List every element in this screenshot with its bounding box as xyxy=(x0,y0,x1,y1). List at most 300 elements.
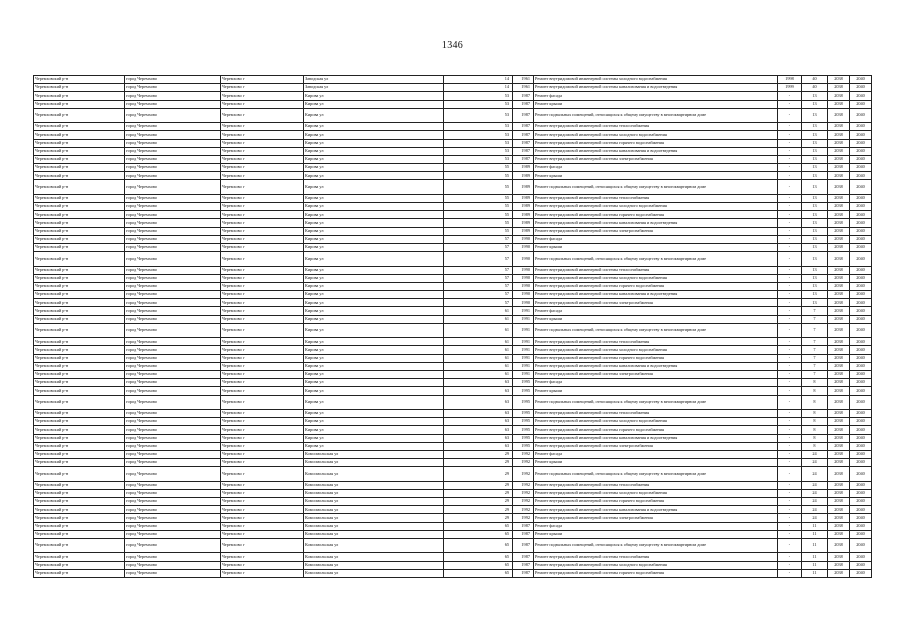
street-cell: Кирова ул xyxy=(304,315,444,323)
house-number-cell: 53 xyxy=(444,92,513,100)
plan-end-cell: 2040 xyxy=(850,338,872,346)
plan-end-cell: 2040 xyxy=(850,274,872,282)
plan-end-cell: 2040 xyxy=(850,481,872,489)
wear-percent-cell: 13 xyxy=(802,282,828,290)
work-type-cell: Ремонт внутридомовой инженерной системы теплоснабжения xyxy=(534,194,778,202)
last-repair-year-cell: - xyxy=(778,409,802,417)
municipality-cell: город Черемхово xyxy=(125,203,221,211)
plan-end-cell: 2040 xyxy=(850,219,872,227)
last-repair-year-cell: - xyxy=(778,123,802,131)
wear-percent-cell: 11 xyxy=(802,538,828,552)
street-cell: Кирова ул xyxy=(304,387,444,395)
municipality-cell: город Черемхово xyxy=(125,84,221,92)
house-number-cell: 61 xyxy=(444,371,513,379)
plan-start-cell: 2038 xyxy=(828,235,850,243)
locality-cell: Черемхово г xyxy=(221,561,304,569)
plan-start-cell: 2038 xyxy=(828,211,850,219)
wear-percent-cell: 13 xyxy=(802,172,828,180)
municipality-cell: город Черемхово xyxy=(125,442,221,450)
municipality-cell: город Черемхово xyxy=(125,338,221,346)
plan-start-cell: 2038 xyxy=(828,354,850,362)
build-year-cell: 1990 xyxy=(513,266,534,274)
municipality-cell: город Черемхово xyxy=(125,409,221,417)
locality-cell: Черемхово г xyxy=(221,252,304,266)
plan-start-cell: 2038 xyxy=(828,346,850,354)
last-repair-year-cell: - xyxy=(778,100,802,108)
last-repair-year-cell: - xyxy=(778,164,802,172)
street-cell: Комсомольская ул xyxy=(304,538,444,552)
build-year-cell: 1991 xyxy=(513,338,534,346)
street-cell: Комсомольская ул xyxy=(304,450,444,458)
build-year-cell: 1992 xyxy=(513,498,534,506)
street-cell: Кирова ул xyxy=(304,252,444,266)
house-number-cell: 29 xyxy=(444,467,513,481)
plan-start-cell: 2038 xyxy=(828,155,850,163)
last-repair-year-cell: - xyxy=(778,489,802,497)
district-cell: Черемховский р-н xyxy=(34,538,125,552)
work-type-cell: Ремонт внутридомовой инженерной системы электроснабжения xyxy=(534,227,778,235)
district-cell: Черемховский р-н xyxy=(34,569,125,577)
work-type-cell: Ремонт внутридомовой инженерной системы электроснабжения xyxy=(534,155,778,163)
last-repair-year-cell: - xyxy=(778,459,802,467)
wear-percent-cell: 8 xyxy=(802,418,828,426)
build-year-cell: 1995 xyxy=(513,426,534,434)
plan-start-cell: 2038 xyxy=(828,426,850,434)
wear-percent-cell: 7 xyxy=(802,323,828,337)
district-cell: Черемховский р-н xyxy=(34,553,125,561)
street-cell: Кирова ул xyxy=(304,299,444,307)
last-repair-year-cell: - xyxy=(778,387,802,395)
work-type-cell: Ремонт внутридомовой инженерной системы канализования и водоотведения xyxy=(534,291,778,299)
district-cell: Черемховский р-н xyxy=(34,354,125,362)
work-type-cell: Ремонт подвальных помещений, относящихся к общему имуществу в многоквартирном доме xyxy=(534,538,778,552)
house-number-cell: 57 xyxy=(444,282,513,290)
build-year-cell: 1995 xyxy=(513,434,534,442)
district-cell: Черемховский р-н xyxy=(34,139,125,147)
build-year-cell: 1987 xyxy=(513,139,534,147)
last-repair-year-cell: - xyxy=(778,553,802,561)
street-cell: Кирова ул xyxy=(304,211,444,219)
plan-start-cell: 2038 xyxy=(828,76,850,84)
house-number-cell: 65 xyxy=(444,561,513,569)
table-row xyxy=(34,569,872,577)
locality-cell: Черемхово г xyxy=(221,100,304,108)
build-year-cell: 1989 xyxy=(513,172,534,180)
plan-start-cell: 2038 xyxy=(828,100,850,108)
last-repair-year-cell: - xyxy=(778,92,802,100)
table-row xyxy=(34,108,872,122)
house-number-cell: 57 xyxy=(444,266,513,274)
street-cell: Кирова ул xyxy=(304,235,444,243)
plan-start-cell: 2038 xyxy=(828,434,850,442)
district-cell: Черемховский р-н xyxy=(34,172,125,180)
last-repair-year-cell: - xyxy=(778,395,802,409)
table-row xyxy=(34,243,872,251)
work-type-cell: Ремонт внутридомовой инженерной системы холодного водоснабжения xyxy=(534,76,778,84)
build-year-cell: 1991 xyxy=(513,307,534,315)
last-repair-year-cell: - xyxy=(778,481,802,489)
build-year-cell: 1995 xyxy=(513,379,534,387)
last-repair-year-cell: - xyxy=(778,323,802,337)
build-year-cell: 1991 xyxy=(513,371,534,379)
district-cell: Черемховский р-н xyxy=(34,387,125,395)
last-repair-year-cell: - xyxy=(778,506,802,514)
work-type-cell: Ремонт фасада xyxy=(534,450,778,458)
house-number-cell: 29 xyxy=(444,498,513,506)
build-year-cell: 1992 xyxy=(513,514,534,522)
table-row xyxy=(34,139,872,147)
district-cell: Черемховский р-н xyxy=(34,498,125,506)
plan-start-cell: 2038 xyxy=(828,395,850,409)
last-repair-year-cell: - xyxy=(778,219,802,227)
locality-cell: Черемхово г xyxy=(221,489,304,497)
district-cell: Черемховский р-н xyxy=(34,561,125,569)
street-cell: Кирова ул xyxy=(304,108,444,122)
locality-cell: Черемхово г xyxy=(221,538,304,552)
table-row xyxy=(34,561,872,569)
last-repair-year-cell: - xyxy=(778,235,802,243)
municipality-cell: город Черемхово xyxy=(125,323,221,337)
district-cell: Черемховский р-н xyxy=(34,282,125,290)
locality-cell: Черемхово г xyxy=(221,307,304,315)
house-number-cell: 65 xyxy=(444,569,513,577)
work-type-cell: Ремонт внутридомовой инженерной системы электроснабжения xyxy=(534,514,778,522)
wear-percent-cell: 8 xyxy=(802,409,828,417)
build-year-cell: 1989 xyxy=(513,203,534,211)
locality-cell: Черемхово г xyxy=(221,426,304,434)
last-repair-year-cell: - xyxy=(778,274,802,282)
plan-end-cell: 2040 xyxy=(850,235,872,243)
street-cell: Кирова ул xyxy=(304,282,444,290)
work-type-cell: Ремонт внутридомовой инженерной системы теплоснабжения xyxy=(534,266,778,274)
plan-start-cell: 2038 xyxy=(828,299,850,307)
wear-percent-cell: 13 xyxy=(802,139,828,147)
table-row xyxy=(34,131,872,139)
plan-end-cell: 2040 xyxy=(850,92,872,100)
municipality-cell: город Черемхово xyxy=(125,307,221,315)
wear-percent-cell: 24 xyxy=(802,459,828,467)
build-year-cell: 1987 xyxy=(513,522,534,530)
wear-percent-cell: 13 xyxy=(802,155,828,163)
work-type-cell: Ремонт внутридомовой инженерной системы холодного водоснабжения xyxy=(534,203,778,211)
plan-start-cell: 2038 xyxy=(828,506,850,514)
municipality-cell: город Черемхово xyxy=(125,172,221,180)
house-number-cell: 63 xyxy=(444,418,513,426)
street-cell: Кирова ул xyxy=(304,395,444,409)
locality-cell: Черемхово г xyxy=(221,123,304,131)
street-cell: Кирова ул xyxy=(304,123,444,131)
municipality-cell: город Черемхово xyxy=(125,315,221,323)
municipality-cell: город Черемхово xyxy=(125,362,221,370)
locality-cell: Черемхово г xyxy=(221,514,304,522)
table-row xyxy=(34,346,872,354)
plan-end-cell: 2040 xyxy=(850,323,872,337)
work-type-cell: Ремонт крыши xyxy=(534,315,778,323)
street-cell: Комсомольская ул xyxy=(304,467,444,481)
municipality-cell: город Черемхово xyxy=(125,553,221,561)
table-row xyxy=(34,219,872,227)
plan-start-cell: 2038 xyxy=(828,467,850,481)
plan-end-cell: 2040 xyxy=(850,522,872,530)
house-number-cell: 29 xyxy=(444,514,513,522)
wear-percent-cell: 13 xyxy=(802,131,828,139)
municipality-cell: город Черемхово xyxy=(125,506,221,514)
municipality-cell: город Черемхово xyxy=(125,235,221,243)
locality-cell: Черемхово г xyxy=(221,459,304,467)
last-repair-year-cell: - xyxy=(778,194,802,202)
work-type-cell: Ремонт подвальных помещений, относящихся к общему имуществу в многоквартирном доме xyxy=(534,323,778,337)
district-cell: Черемховский р-н xyxy=(34,346,125,354)
municipality-cell: город Черемхово xyxy=(125,450,221,458)
municipality-cell: город Черемхово xyxy=(125,522,221,530)
plan-start-cell: 2038 xyxy=(828,180,850,194)
locality-cell: Черемхово г xyxy=(221,219,304,227)
last-repair-year-cell: - xyxy=(778,131,802,139)
district-cell: Черемховский р-н xyxy=(34,194,125,202)
house-number-cell: 57 xyxy=(444,291,513,299)
house-number-cell: 29 xyxy=(444,481,513,489)
build-year-cell: 1989 xyxy=(513,227,534,235)
municipality-cell: город Черемхово xyxy=(125,498,221,506)
work-type-cell: Ремонт крыши xyxy=(534,243,778,251)
last-repair-year-cell: 1998 xyxy=(778,76,802,84)
locality-cell: Черемхово г xyxy=(221,395,304,409)
work-type-cell: Ремонт внутридомовой инженерной системы горячего водоснабжения xyxy=(534,426,778,434)
district-cell: Черемховский р-н xyxy=(34,180,125,194)
work-type-cell: Ремонт внутридомовой инженерной системы горячего водоснабжения xyxy=(534,139,778,147)
plan-start-cell: 2038 xyxy=(828,569,850,577)
wear-percent-cell: 8 xyxy=(802,395,828,409)
build-year-cell: 1989 xyxy=(513,164,534,172)
municipality-cell: город Черемхово xyxy=(125,274,221,282)
district-cell: Черемховский р-н xyxy=(34,84,125,92)
locality-cell: Черемхово г xyxy=(221,211,304,219)
table-row xyxy=(34,274,872,282)
build-year-cell: 1987 xyxy=(513,155,534,163)
table-row xyxy=(34,522,872,530)
street-cell: Комсомольская ул xyxy=(304,522,444,530)
plan-start-cell: 2038 xyxy=(828,514,850,522)
house-number-cell: 29 xyxy=(444,506,513,514)
table-row xyxy=(34,123,872,131)
table-row xyxy=(34,155,872,163)
work-type-cell: Ремонт фасада xyxy=(534,92,778,100)
plan-end-cell: 2040 xyxy=(850,506,872,514)
build-year-cell: 1990 xyxy=(513,274,534,282)
street-cell: Кирова ул xyxy=(304,291,444,299)
work-type-cell: Ремонт подвальных помещений, относящихся к общему имуществу в многоквартирном доме xyxy=(534,395,778,409)
last-repair-year-cell: - xyxy=(778,522,802,530)
plan-end-cell: 2040 xyxy=(850,409,872,417)
wear-percent-cell: 13 xyxy=(802,227,828,235)
house-number-cell: 61 xyxy=(444,346,513,354)
build-year-cell: 1992 xyxy=(513,450,534,458)
house-number-cell: 14 xyxy=(444,76,513,84)
plan-start-cell: 2038 xyxy=(828,282,850,290)
municipality-cell: город Черемхово xyxy=(125,434,221,442)
street-cell: Кирова ул xyxy=(304,203,444,211)
district-cell: Черемховский р-н xyxy=(34,379,125,387)
municipality-cell: город Черемхово xyxy=(125,530,221,538)
work-type-cell: Ремонт внутридомовой инженерной системы горячего водоснабжения xyxy=(534,282,778,290)
table-row xyxy=(34,467,872,481)
district-cell: Черемховский р-н xyxy=(34,274,125,282)
locality-cell: Черемхово г xyxy=(221,467,304,481)
table-body xyxy=(34,76,872,578)
table-row xyxy=(34,76,872,84)
build-year-cell: 1991 xyxy=(513,323,534,337)
last-repair-year-cell: - xyxy=(778,203,802,211)
municipality-cell: город Черемхово xyxy=(125,147,221,155)
plan-end-cell: 2040 xyxy=(850,530,872,538)
district-cell: Черемховский р-н xyxy=(34,155,125,163)
house-number-cell: 53 xyxy=(444,131,513,139)
plan-start-cell: 2038 xyxy=(828,203,850,211)
plan-start-cell: 2038 xyxy=(828,323,850,337)
municipality-cell: город Черемхово xyxy=(125,371,221,379)
build-year-cell: 1990 xyxy=(513,235,534,243)
district-cell: Черемховский р-н xyxy=(34,450,125,458)
plan-end-cell: 2040 xyxy=(850,467,872,481)
build-year-cell: 1991 xyxy=(513,346,534,354)
municipality-cell: город Черемхово xyxy=(125,538,221,552)
street-cell: Кирова ул xyxy=(304,266,444,274)
street-cell: Кирова ул xyxy=(304,172,444,180)
last-repair-year-cell: - xyxy=(778,338,802,346)
street-cell: Комсомольская ул xyxy=(304,569,444,577)
build-year-cell: 1987 xyxy=(513,147,534,155)
build-year-cell: 1961 xyxy=(513,76,534,84)
table-row xyxy=(34,172,872,180)
district-cell: Черемховский р-н xyxy=(34,489,125,497)
district-cell: Черемховский р-н xyxy=(34,203,125,211)
last-repair-year-cell: - xyxy=(778,371,802,379)
municipality-cell: город Черемхово xyxy=(125,467,221,481)
house-number-cell: 55 xyxy=(444,219,513,227)
district-cell: Черемховский р-н xyxy=(34,459,125,467)
street-cell: Комсомольская ул xyxy=(304,459,444,467)
house-number-cell: 55 xyxy=(444,203,513,211)
plan-end-cell: 2040 xyxy=(850,489,872,497)
wear-percent-cell: 13 xyxy=(802,147,828,155)
plan-start-cell: 2038 xyxy=(828,108,850,122)
table-row xyxy=(34,92,872,100)
wear-percent-cell: 7 xyxy=(802,371,828,379)
work-type-cell: Ремонт внутридомовой инженерной системы горячего водоснабжения xyxy=(534,569,778,577)
plan-start-cell: 2038 xyxy=(828,227,850,235)
plan-start-cell: 2038 xyxy=(828,84,850,92)
wear-percent-cell: 13 xyxy=(802,164,828,172)
plan-start-cell: 2038 xyxy=(828,172,850,180)
plan-start-cell: 2038 xyxy=(828,561,850,569)
municipality-cell: город Черемхово xyxy=(125,514,221,522)
build-year-cell: 1991 xyxy=(513,354,534,362)
street-cell: Кирова ул xyxy=(304,409,444,417)
street-cell: Комсомольская ул xyxy=(304,481,444,489)
build-year-cell: 1992 xyxy=(513,489,534,497)
wear-percent-cell: 40 xyxy=(802,76,828,84)
build-year-cell: 1995 xyxy=(513,387,534,395)
work-type-cell: Ремонт внутридомовой инженерной системы электроснабжения xyxy=(534,299,778,307)
last-repair-year-cell: - xyxy=(778,108,802,122)
street-cell: Кирова ул xyxy=(304,354,444,362)
house-number-cell: 53 xyxy=(444,123,513,131)
table-row xyxy=(34,481,872,489)
house-number-cell: 57 xyxy=(444,274,513,282)
build-year-cell: 1990 xyxy=(513,299,534,307)
table-row xyxy=(34,315,872,323)
house-number-cell: 55 xyxy=(444,164,513,172)
wear-percent-cell: 7 xyxy=(802,315,828,323)
work-type-cell: Ремонт крыши xyxy=(534,100,778,108)
table-row xyxy=(34,459,872,467)
plan-start-cell: 2038 xyxy=(828,481,850,489)
build-year-cell: 1995 xyxy=(513,409,534,417)
locality-cell: Черемхово г xyxy=(221,180,304,194)
table-row xyxy=(34,338,872,346)
municipality-cell: город Черемхово xyxy=(125,131,221,139)
repair-schedule-table xyxy=(33,75,872,578)
last-repair-year-cell: - xyxy=(778,418,802,426)
work-type-cell: Ремонт внутридомовой инженерной системы канализования и водоотведения xyxy=(534,84,778,92)
table-row xyxy=(34,418,872,426)
wear-percent-cell: 40 xyxy=(802,84,828,92)
street-cell: Комсомольская ул xyxy=(304,489,444,497)
build-year-cell: 1992 xyxy=(513,467,534,481)
locality-cell: Черемхово г xyxy=(221,203,304,211)
locality-cell: Черемхово г xyxy=(221,235,304,243)
locality-cell: Черемхово г xyxy=(221,409,304,417)
municipality-cell: город Черемхово xyxy=(125,489,221,497)
build-year-cell: 1989 xyxy=(513,180,534,194)
table-row xyxy=(34,489,872,497)
plan-start-cell: 2038 xyxy=(828,530,850,538)
table-row xyxy=(34,203,872,211)
wear-percent-cell: 24 xyxy=(802,514,828,522)
build-year-cell: 1987 xyxy=(513,553,534,561)
district-cell: Черемховский р-н xyxy=(34,108,125,122)
build-year-cell: 1987 xyxy=(513,569,534,577)
table-row xyxy=(34,100,872,108)
plan-start-cell: 2038 xyxy=(828,274,850,282)
municipality-cell: город Черемхово xyxy=(125,299,221,307)
house-number-cell: 14 xyxy=(444,84,513,92)
last-repair-year-cell: - xyxy=(778,227,802,235)
locality-cell: Черемхово г xyxy=(221,227,304,235)
plan-start-cell: 2038 xyxy=(828,164,850,172)
table-row xyxy=(34,498,872,506)
street-cell: Кирова ул xyxy=(304,323,444,337)
house-number-cell: 29 xyxy=(444,489,513,497)
build-year-cell: 1987 xyxy=(513,530,534,538)
house-number-cell: 53 xyxy=(444,147,513,155)
plan-end-cell: 2040 xyxy=(850,76,872,84)
house-number-cell: 65 xyxy=(444,522,513,530)
plan-end-cell: 2040 xyxy=(850,194,872,202)
wear-percent-cell: 13 xyxy=(802,100,828,108)
municipality-cell: город Черемхово xyxy=(125,569,221,577)
wear-percent-cell: 13 xyxy=(802,203,828,211)
street-cell: Кирова ул xyxy=(304,379,444,387)
last-repair-year-cell: - xyxy=(778,266,802,274)
locality-cell: Черемхово г xyxy=(221,84,304,92)
district-cell: Черемховский р-н xyxy=(34,418,125,426)
last-repair-year-cell: - xyxy=(778,315,802,323)
house-number-cell: 61 xyxy=(444,307,513,315)
plan-start-cell: 2038 xyxy=(828,307,850,315)
work-type-cell: Ремонт внутридомовой инженерной системы теплоснабжения xyxy=(534,409,778,417)
table-row xyxy=(34,164,872,172)
